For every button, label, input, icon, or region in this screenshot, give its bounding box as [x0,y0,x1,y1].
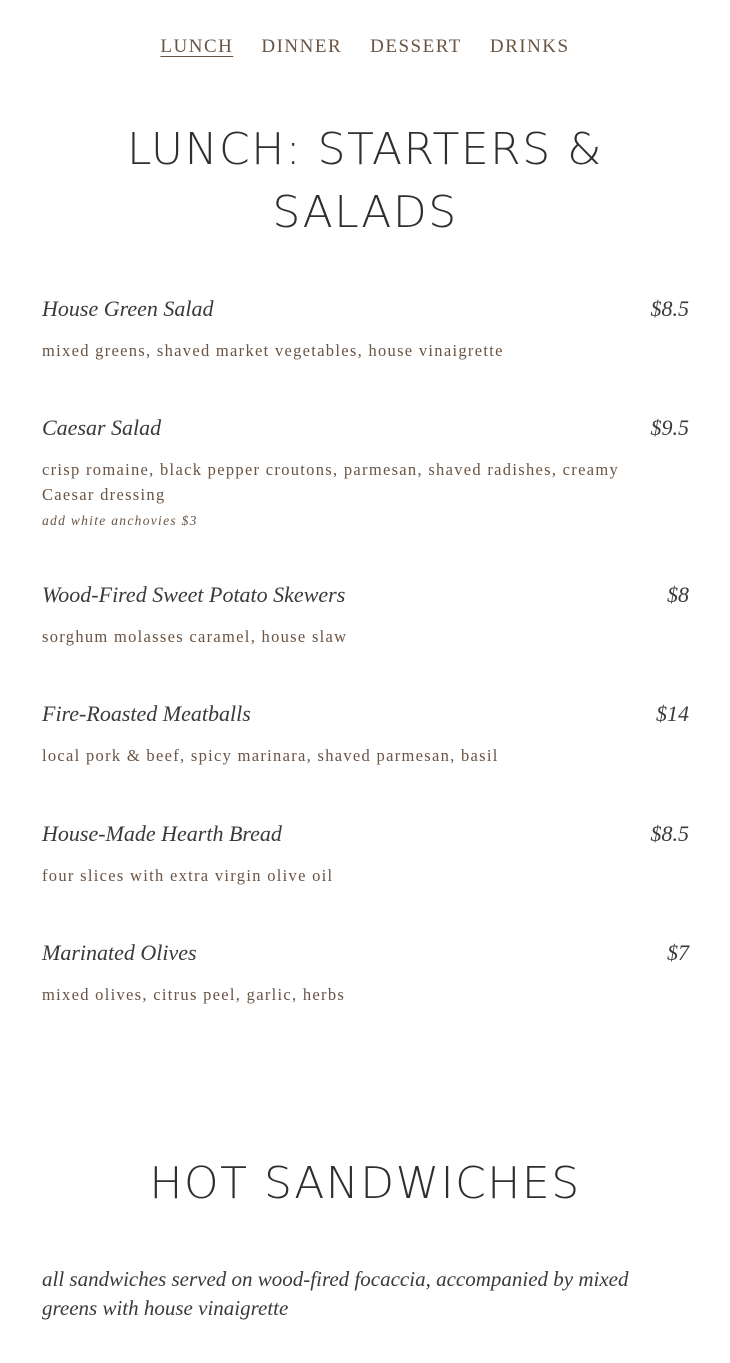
item-price: $14 [656,701,689,726]
nav-dinner-link[interactable]: DINNER [261,36,343,57]
nav-drinks-link[interactable]: DRINKS [489,36,570,57]
item-add-on-note: add white anchovies $3 [42,513,198,528]
item-price: $8.5 [650,821,689,846]
item-price: $9.5 [650,415,689,440]
item-name: House-Made Hearth Bread [42,821,282,846]
lunch-section-title: LUNCH: STARTERS & SALADS [127,124,603,238]
item-price: $8.5 [650,296,689,321]
item-name: House Green Salad [42,296,214,321]
menu-nav [0,36,730,58]
item-name: Wood-Fired Sweet Potato Skewers [42,582,346,607]
item-price: $8 [667,582,689,607]
item-name: Fire-Roasted Meatballs [42,701,251,726]
item-description: local pork & beef, spicy marinara, shaved parmesan, basil [42,746,499,765]
hot-sandwiches-title: HOT SANDWICHES [149,1158,581,1209]
item-description: mixed olives, citrus peel, garlic, herbs [42,985,346,1004]
item-name: Caesar Salad [42,415,162,440]
item-description: four slices with extra virgin olive oil [42,866,334,885]
item-price: $7 [667,940,689,965]
item-description: crisp romaine, black pepper croutons, parmesan, shaved radishes, creamy Caesar dressing [42,460,620,504]
sandwich-serving-note: all sandwiches served on wood-fired focaccia, accompanied by mixed greens with house vinaigrette [42,1267,629,1320]
item-name: Marinated Olives [42,940,197,965]
item-description: mixed greens, shaved market vegetables, house vinaigrette [42,341,504,360]
item-description: sorghum molasses caramel, house slaw [42,627,348,646]
nav-dessert-link[interactable]: DESSERT [370,36,462,57]
nav-lunch-link[interactable]: LUNCH [160,36,234,57]
